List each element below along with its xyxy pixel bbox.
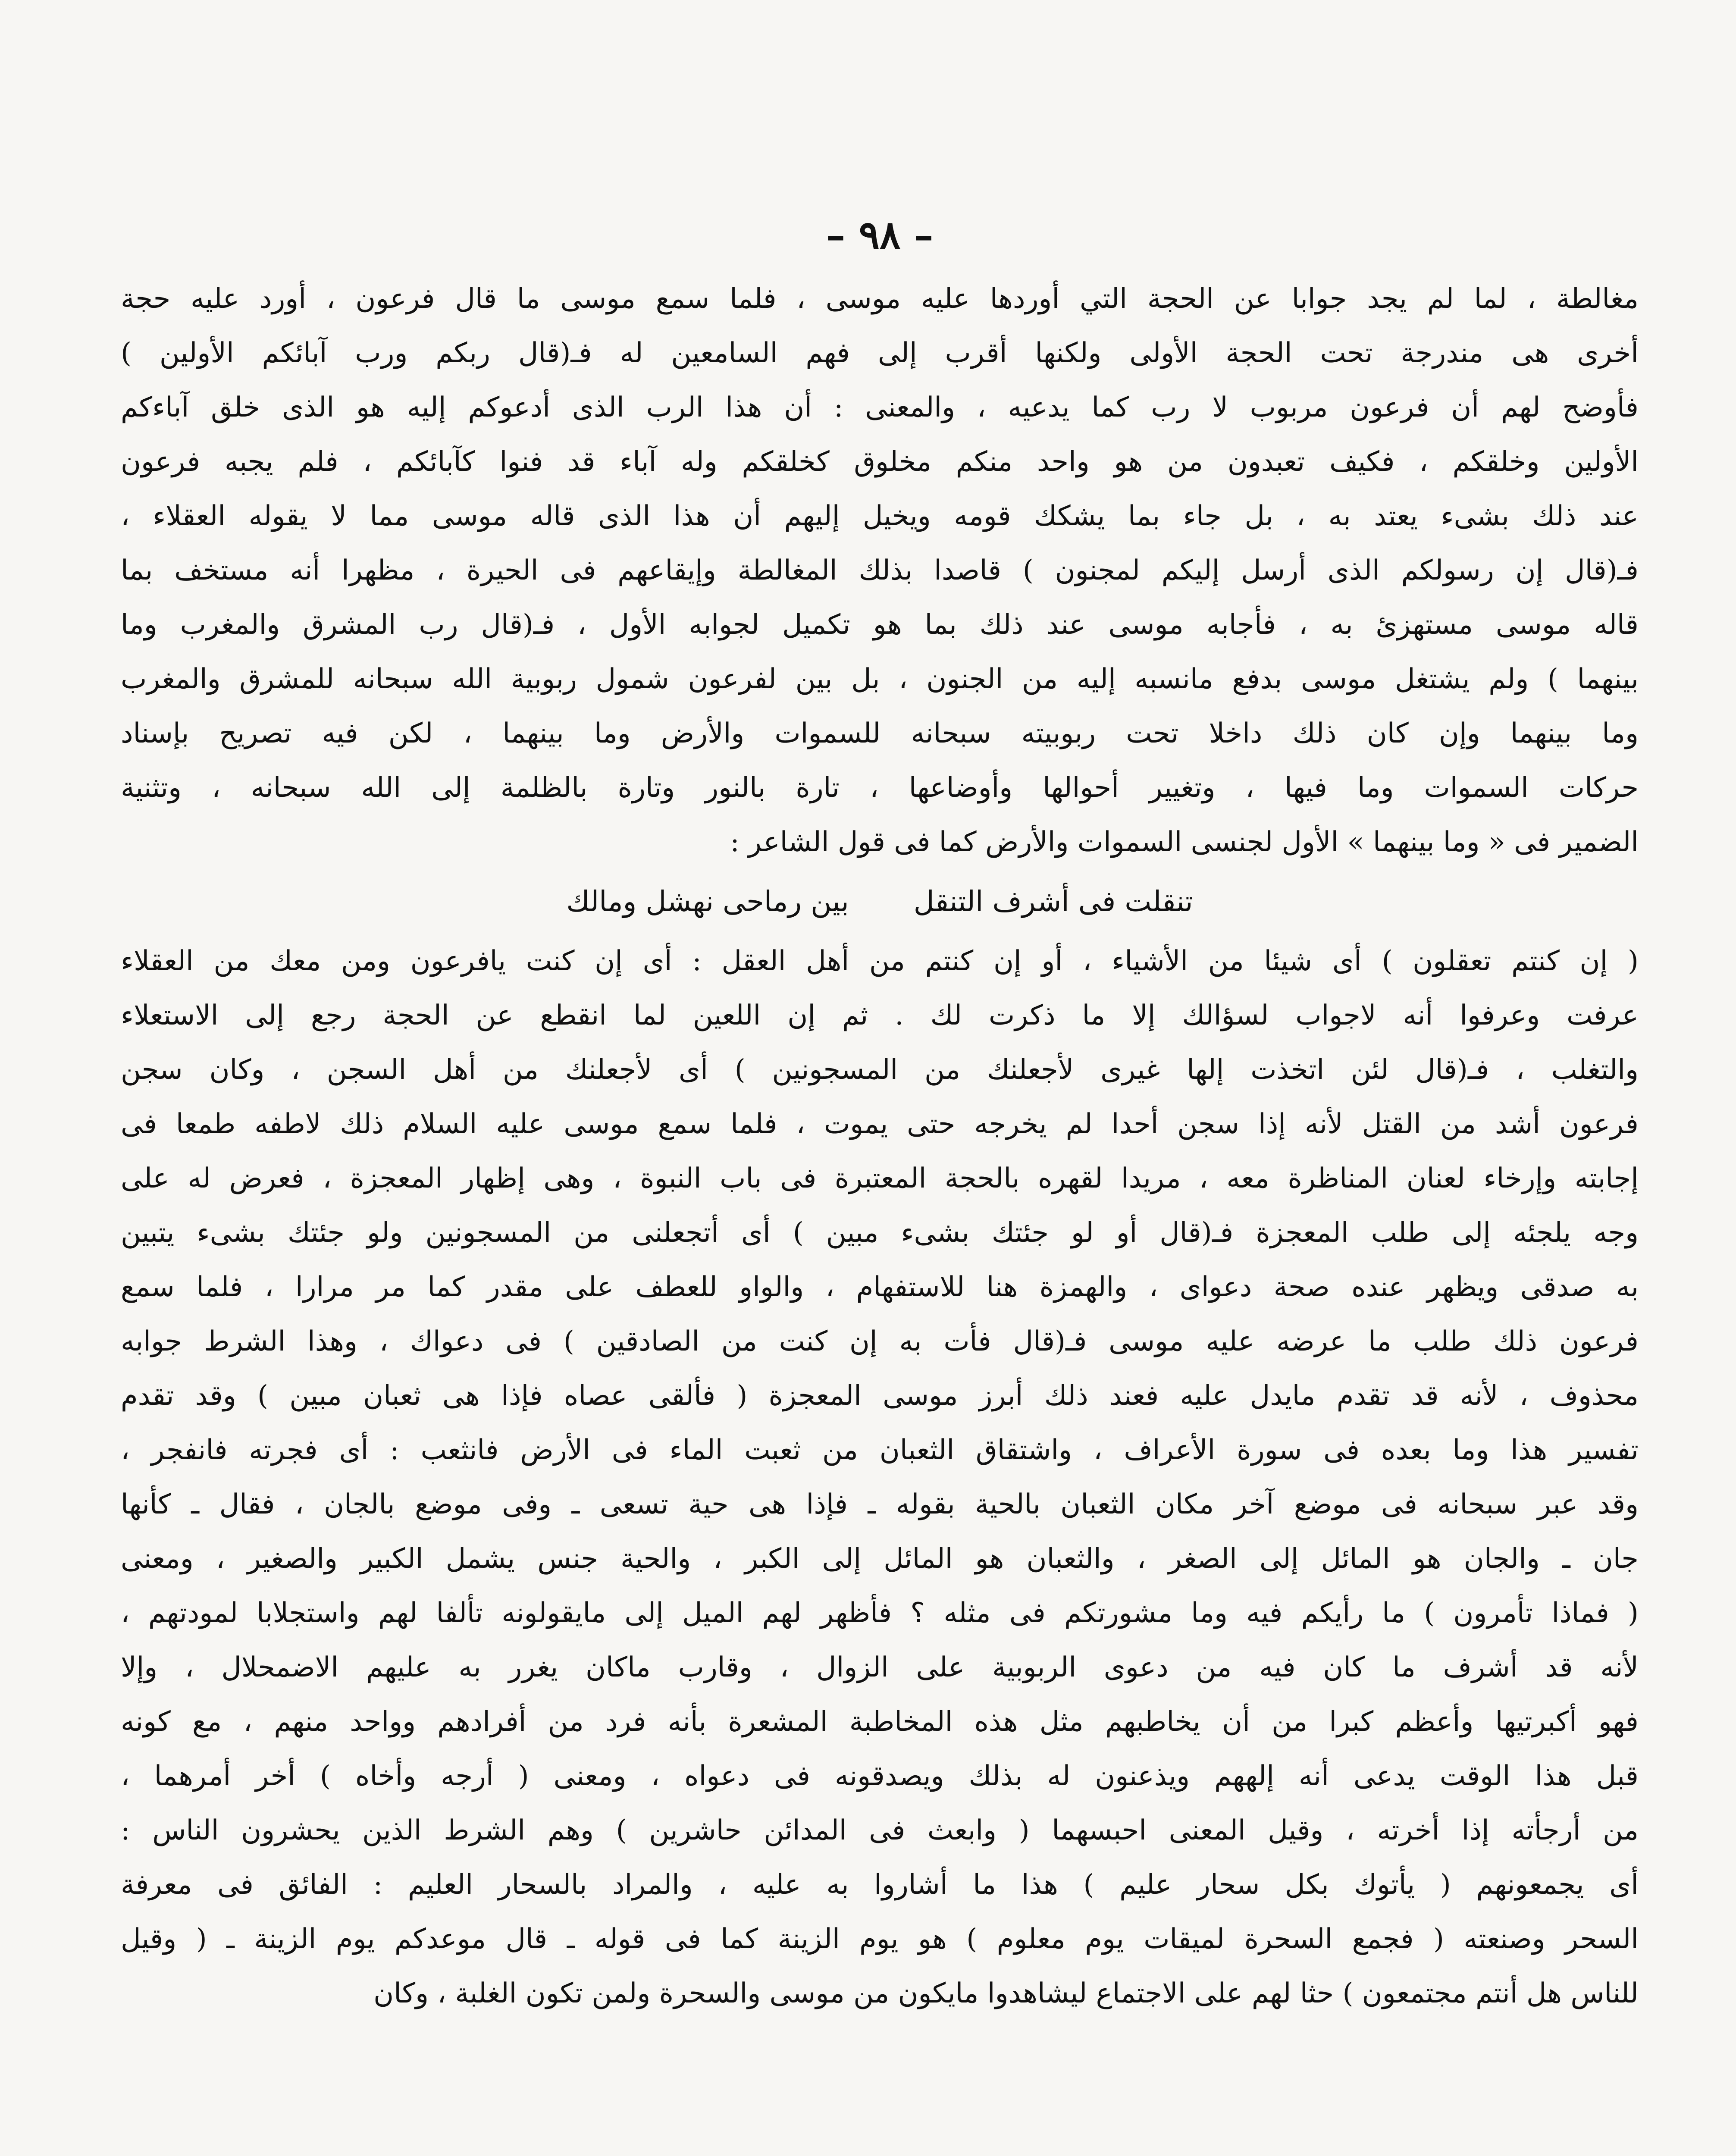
text-line: أخرى هى مندرجة تحت الحجة الأولى ولكنها أقرب إلى فهم السامعين له فـ(قال ربكم ورب آبائكم الأولين ) xyxy=(121,337,1639,369)
text-line: حركات السموات وما فيها ، وتغيير أحوالها وأوضاعها ، تارة بالنور وتارة بالظلمة إلى الله سبحانه ، وتثنية xyxy=(121,772,1639,804)
text-line: جان ـ والجان هو المائل إلى الصغر ، والثعبان هو المائل إلى الكبر ، والحية جنس يشمل الكبير والصغير ، ومعنى xyxy=(121,1543,1639,1575)
text-line: قاله موسى مستهزئ به ، فأجابه موسى عند ذلك بما هو تكميل لجوابه الأول ، فـ(قال رب المشرق والمغرب وما xyxy=(121,609,1639,641)
text-line: عرفت وعرفوا أنه لاجواب لسؤالك إلا ما ذكرت لك . ثم إن اللعين لما انقطع عن الحجة رجع إلى الاستعلاء xyxy=(121,1000,1639,1031)
text-line: للناس هل أنتم مجتمعون ) حثا لهم على الاجتماع ليشاهدوا مايكون من موسى والسحرة ولمن تكون الغلبة ، وكان xyxy=(373,1977,1639,2009)
text-line: لأنه قد أشرف ما كان فيه من دعوى الربوبية على الزوال ، وقارب ماكان يغرر به عليهم الاضمحلال ، وإلا xyxy=(121,1651,1639,1683)
verse-first-hemistich: تنقلت فى أشرف التنقل xyxy=(913,885,1193,918)
text-line: قبل هذا الوقت يدعى أنه إلههم ويذعنون له بذلك ويصدقونه فى دعواه ، ومعنى ( أرجه وأخاه ) أخر أمرهما ، xyxy=(121,1760,1639,1792)
text-line: فـ(قال إن رسولكم الذى أرسل إليكم لمجنون ) قاصدا بذلك المغالطة وإيقاعهم فى الحيرة ، مظهرا أنه مستخف بما xyxy=(121,555,1639,586)
text-line: السحر وصنعته ( فجمع السحرة لميقات يوم معلوم ) هو يوم الزينة كما فى قوله ـ قال موعدكم يوم الزينة ـ ( وقيل xyxy=(121,1923,1639,1955)
text-line: ( فماذا تأمرون ) ما رأيكم فيه وما مشورتكم فى مثله ؟ فأظهر لهم الميل إلى مايقولونه تألفا لهم واستجلابا لمودتهم ، xyxy=(121,1597,1639,1629)
text-line: فرعون أشد من القتل لأنه إذا سجن أحدا لم يخرجه حتى يموت ، فلما سمع موسى عليه السلام ذلك لاطفه طمعا فى xyxy=(121,1108,1639,1140)
text-line: إجابته وإرخاء لعنان المناظرة معه ، مريدا لقهره بالحجة المعتبرة فى باب النبوة ، وهى إظهار المعجزة ، فعرض له على xyxy=(121,1163,1639,1194)
text-line: وما بينهما وإن كان ذلك داخلا تحت ربوبيته سبحانه للسموات والأرض وما بينهما ، لكن فيه تصريح بإسناد xyxy=(121,718,1639,749)
text-line: والتغلب ، فـ(قال لئن اتخذت إلها غيرى لأجعلنك من المسجونين ) أى لأجعلنك من أهل السجن ، وكان سجن xyxy=(121,1054,1639,1086)
text-line: فرعون ذلك طلب ما عرضه عليه موسى فـ(قال فأت به إن كنت من الصادقين ) فى دعواك ، وهذا الشرط جوابه xyxy=(121,1326,1639,1357)
text-line: من أرجأته إذا أخرته ، وقيل المعنى احبسهما ( وابعث فى المدائن حاشرين ) وهم الشرط الذين يحشرون الناس : xyxy=(121,1814,1639,1846)
text-line: أى يجمعونهم ( يأتوك بكل سحار عليم ) هذا ما أشاروا به عليه ، والمراد بالسحار العليم : الفائق فى معرفة xyxy=(121,1869,1639,1901)
text-line: محذوف ، لأنه قد تقدم مايدل عليه فعند ذلك أبرز موسى المعجزة ( فألقى عصاه فإذا هى ثعبان مبين ) وقد تقدم xyxy=(121,1380,1639,1412)
text-line: الضمير فى « وما بينهما » الأول لجنسى السموات والأرض كما فى قول الشاعر : xyxy=(730,826,1639,858)
paragraph-one xyxy=(121,272,1639,869)
text-line: عند ذلك بشىء يعتد به ، بل جاء بما يشكك قومه ويخيل إليهم أن هذا الذى قاله موسى مما لا يقوله العقلاء ، xyxy=(121,500,1639,532)
text-line: بينهما ) ولم يشتغل موسى بدفع مانسبه إليه من الجنون ، بل بين لفرعون شمول ربوبية الله سبحانه للمشرق والمغرب xyxy=(121,663,1639,695)
text-line: فهو أكبرتيها وأعظم كبرا من أن يخاطبهم مثل هذه المخاطبة المشعرة بأنه فرد من أفرادهم وواحد منهم ، مع كونه xyxy=(121,1706,1639,1738)
poetry-verse xyxy=(121,869,1639,934)
book-page xyxy=(121,203,1639,2021)
text-line: وجه يلجئه إلى طلب المعجزة فـ(قال أو لو جئتك بشىء مبين ) أى أتجعلنى من المسجونين ولو جئتك بشىء يتبين xyxy=(121,1217,1639,1249)
verse-second-hemistich: بين رماحى نهشل ومالك xyxy=(566,885,849,918)
text-line: وقد عبر سبحانه فى موضع آخر مكان الثعبان بالحية بقوله ـ فإذا هى حية تسعى ـ وفى موضع بالجان ، فقال ـ كأنها xyxy=(121,1489,1639,1520)
text-line: به صدقى ويظهر عنده صحة دعواى ، والهمزة هنا للاستفهام ، والواو للعطف على مقدر كما مر مرارا ، فلما سمع xyxy=(121,1271,1639,1303)
text-line: الأولين وخلقكم ، فكيف تعبدون من هو واحد منكم مخلوق كخلقكم وله آباء قد فنوا كآبائكم ، فلم يجبه فرعون xyxy=(121,446,1639,478)
paragraph-two xyxy=(121,934,1639,2021)
text-line: ( إن كنتم تعقلون ) أى شيئا من الأشياء ، أو إن كنتم من أهل العقل : أى إن كنت يافرعون ومن معك من العقلاء xyxy=(121,945,1639,977)
text-line: مغالطة ، لما لم يجد جوابا عن الحجة التي أوردها عليه موسى ، فلما سمع موسى ما قال فرعون ، أورد عليه حجة xyxy=(121,283,1639,315)
text-line: فأوضح لهم أن فرعون مربوب لا رب كما يدعيه ، والمعنى : أن هذا الرب الذى أدعوكم إليه هو الذى خلق آباءكم xyxy=(121,392,1639,423)
text-line: تفسير هذا وما بعده فى سورة الأعراف ، واشتقاق الثعبان من ثعبت الماء فى الأرض فانثعب : أى فجرته فانفجر ، xyxy=(121,1434,1639,1466)
page-number: – ٩٨ – xyxy=(826,212,934,258)
